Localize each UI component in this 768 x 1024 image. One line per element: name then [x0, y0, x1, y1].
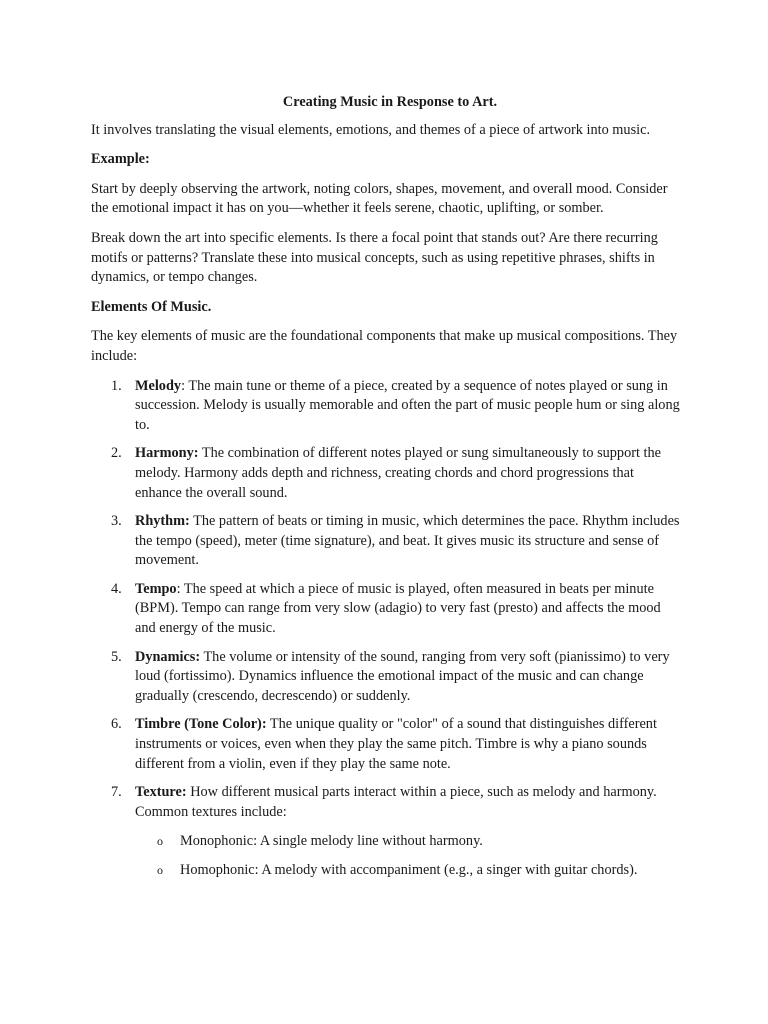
list-number: 1.	[111, 377, 122, 394]
list-item	[91, 715, 681, 774]
example-paragraph-2: Break down the art into specific elements. Is there a focal point that stands out? Are there recurring motifs or patterns? Translate these into musical concepts, such as using repetitive phrases, shifts in dynamics, or tempo changes.	[91, 229, 658, 286]
list-item	[91, 648, 681, 707]
element-term: Harmony:	[135, 445, 199, 462]
document-page	[91, 93, 681, 890]
element-description: The combination of different notes played or sung simultaneously to support the melody. Harmony adds depth and richness, creating chords and chord progressions that enhance the overall sound.	[135, 445, 661, 501]
list-item	[91, 377, 681, 436]
element-term: Melody	[135, 377, 182, 394]
list-number: 3.	[111, 513, 122, 530]
element-description: The volume or intensity of the sound, ranging from very soft (pianissimo) to very loud (fortissimo). Dynamics influence the emotional impact of the music and can change gradually (crescendo, decrescendo) or suddenly.	[135, 648, 670, 704]
list-item	[135, 861, 681, 881]
element-term: Texture:	[135, 784, 187, 801]
element-description: The pattern of beats or timing in music, which determines the pace. Rhythm includes the tempo (speed), meter (time signature), and beat. It gives music its structure and sense of movement.	[135, 513, 680, 569]
list-number: 7.	[111, 784, 122, 801]
example-paragraph-1: Start by deeply observing the artwork, noting colors, shapes, movement, and overall mood. Consider the emotional impact it has on you—whether it feels serene, chaotic, uplifting, or somber.	[91, 180, 668, 217]
list-number: 4.	[111, 580, 122, 597]
circle-bullet-icon: o	[157, 863, 163, 877]
texture-text: Homophonic: A melody with accompaniment (e.g., a singer with guitar chords).	[180, 862, 638, 878]
list-item	[91, 783, 681, 880]
element-description: How different musical parts interact within a piece, such as melody and harmony. Common textures include:	[135, 784, 657, 820]
list-number: 5.	[111, 648, 122, 665]
elements-heading: Elements Of Music.	[91, 298, 212, 315]
list-item	[91, 512, 681, 571]
list-item	[91, 444, 681, 503]
list-item	[91, 580, 681, 639]
element-term: Rhythm:	[135, 513, 190, 530]
circle-bullet-icon: o	[157, 834, 163, 849]
texture-text: Monophonic: A single melody line without harmony.	[180, 833, 483, 850]
element-description: The unique quality or "color" of a sound that distinguishes different instruments or voices, even when they play the same pitch. Timbre is why a piano sounds different from a violin, even if they play the same note.	[135, 716, 657, 772]
elements-intro-paragraph: The key elements of music are the foundational components that make up musical compositions. They include:	[91, 328, 678, 364]
element-description: : The main tune or theme of a piece, created by a sequence of notes played or sung in succession. Melody is usually memorable and often the part of music people hum or sing along to.	[135, 377, 680, 433]
element-term: Timbre (Tone Color):	[135, 716, 267, 733]
example-heading: Example:	[91, 151, 150, 168]
elements-list	[91, 377, 681, 881]
list-item	[135, 832, 681, 852]
element-term: Dynamics:	[135, 648, 201, 665]
intro-paragraph: It involves translating the visual elements, emotions, and themes of a piece of artwork into music.	[91, 121, 651, 138]
list-number: 6.	[111, 716, 122, 733]
textures-list	[135, 832, 681, 880]
element-description: : The speed at which a piece of music is played, often measured in beats per minute (BPM). Tempo can range from very slow (adagio) to very fast (presto) and affects the mood and energy of the music.	[135, 580, 661, 637]
document-title: Creating Music in Response to Art.	[282, 94, 498, 110]
element-term: Tempo	[135, 580, 177, 597]
list-number: 2.	[111, 445, 122, 462]
